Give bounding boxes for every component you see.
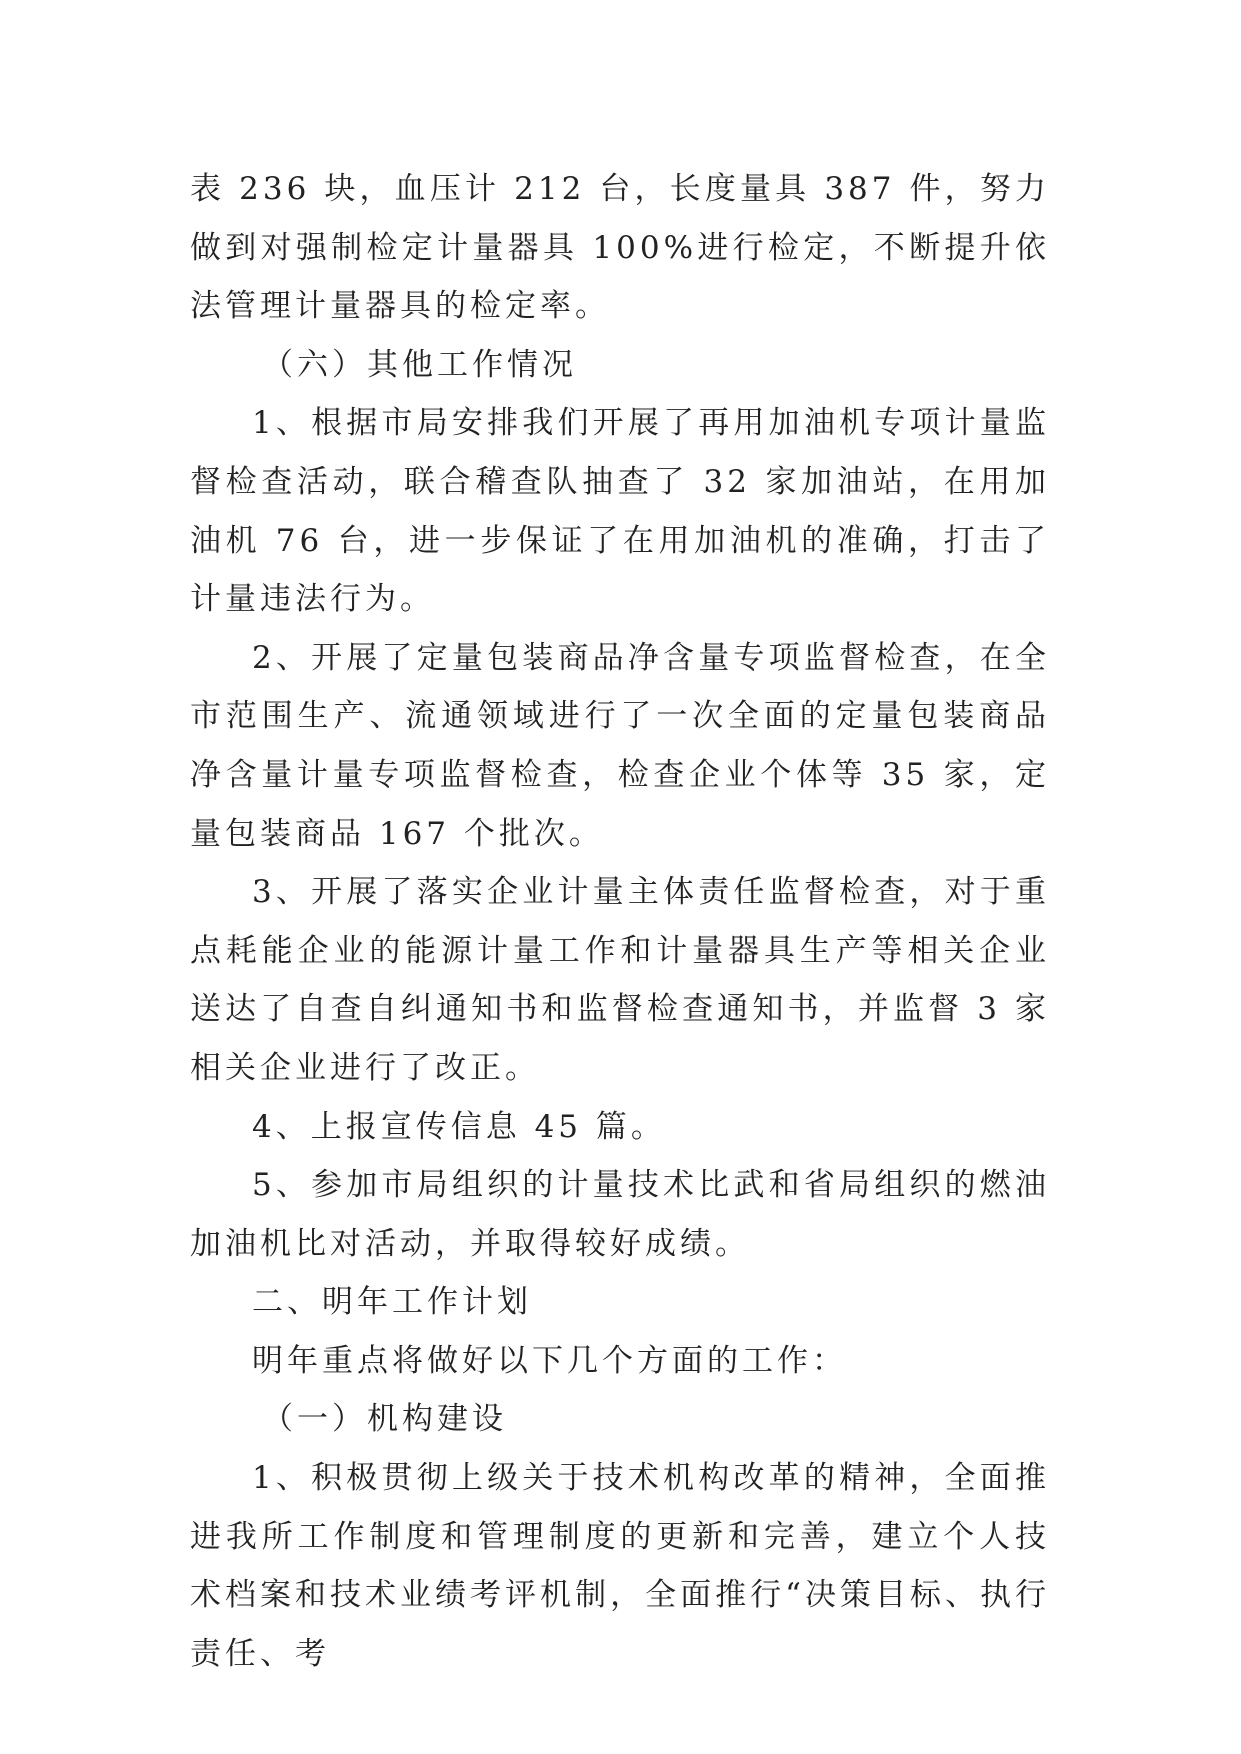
paragraph-plan-intro: 明年重点将做好以下几个方面的工作：: [252, 1342, 847, 1379]
paragraph-prepackaged-goods-inspection: 2、开展了定量包装商品净含量专项监督检查，在全市范围生产、流通领域进行了一次全面的定量包装商品净含量计量专项监督检查，检查企业个体等 35 家，定量包装商品 167 个批次。: [190, 639, 1050, 852]
section-heading-next-year-plan: 二、明年工作计划: [252, 1284, 532, 1321]
paragraph-reform: 1、积极贯彻上级关于技术机构改革的精神，全面推进我所工作制度和管理制度的更新和完善，建立个人技术档案和技术业绩考评机制，全面推行“决策目标、执行责任、考: [190, 1460, 1050, 1672]
paragraph-enterprise-responsibility-inspection: 3、开展了落实企业计量主体责任监督检查，对于重点耗能企业的能源计量工作和计量器具生产等相关企业送达了自查自纠通知书和监督检查通知书，并监督 3 家相关企业进行了改正。: [190, 874, 1050, 1086]
paragraph-publicity-reports: 4、上报宣传信息 45 篇。: [252, 1108, 666, 1145]
paragraph-continuation: 表 236 块，血压计 212 台，长度量具 387 件，努力做到对强制检定计量器具 100%进行检定，不断提升依法管理计量器具的检定率。: [190, 171, 1050, 325]
paragraph-competition: 5、参加市局组织的计量技术比武和省局组织的燃油加油机比对活动，并取得较好成绩。: [190, 1167, 1050, 1262]
paragraph-fuel-dispenser-inspection: 1、根据市局安排我们开展了再用加油机专项计量监督检查活动，联合稽查队抽查了 32 家加油站，在用加油机 76 台，进一步保证了在用加油机的准确，打击了计量违法行为。: [190, 405, 1050, 618]
section-heading-other-work: （六）其他工作情况: [262, 346, 577, 383]
section-heading-institution-building: （一）机构建设: [262, 1401, 507, 1438]
document-body: [190, 160, 1050, 1683]
